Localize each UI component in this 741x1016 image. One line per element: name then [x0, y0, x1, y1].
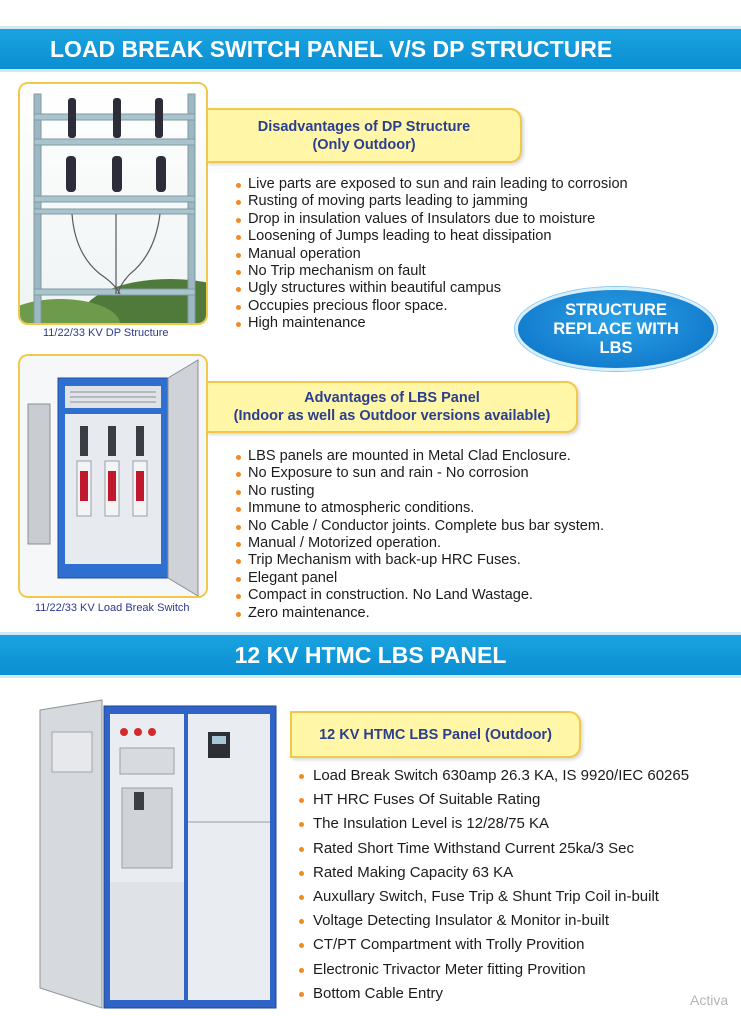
list-item: HT HRC Fuses Of Suitable Rating [297, 788, 689, 812]
callout-line: REPLACE WITH [553, 319, 679, 338]
lbs-panel-illustration [20, 356, 208, 598]
list-item: Manual / Motorized operation. [234, 535, 604, 552]
list-item: High maintenance [234, 315, 628, 332]
callout-line: LBS [599, 338, 633, 357]
list-item: Rated Making Capacity 63 KA [297, 861, 689, 885]
htmc-tag-title: 12 KV HTMC LBS Panel (Outdoor) [319, 726, 552, 743]
list-item: Rated Short Time Withstand Current 25ka/3 Sec [297, 837, 689, 861]
dp-structure-caption: 11/22/33 KV DP Structure [43, 327, 169, 339]
lbs-panel-photo [18, 354, 208, 598]
list-item: Immune to atmospheric conditions. [234, 500, 604, 517]
list-item: CT/PT Compartment with Trolly Provition [297, 933, 689, 957]
lbs-tag-title: Advantages of LBS Panel [304, 390, 480, 406]
lbs-advantages-list [234, 448, 604, 622]
list-item: Ugly structures within beautiful campus [234, 280, 628, 297]
htmc-tag [290, 711, 581, 758]
list-item: Manual operation [234, 246, 628, 263]
list-item: Compact in construction. No Land Wastage. [234, 587, 604, 604]
dp-structure-photo [18, 82, 208, 325]
replace-callout [515, 287, 717, 371]
list-item: Live parts are exposed to sun and rain leading to corrosion [234, 176, 628, 193]
list-item: Auxullary Switch, Fuse Trip & Shunt Trip Coil in-built [297, 885, 689, 909]
htmc-panel-illustration [38, 692, 278, 1010]
list-item: Voltage Detecting Insulator & Monitor in-built [297, 909, 689, 933]
dp-structure-illustration [20, 84, 208, 325]
list-item: Loosening of Jumps leading to heat dissipation [234, 228, 628, 245]
list-item: Occupies precious floor space. [234, 298, 628, 315]
list-item: Trip Mechanism with back-up HRC Fuses. [234, 552, 604, 569]
section-header-lbs-vs-dp [0, 26, 741, 72]
section-header-text: LOAD BREAK SWITCH PANEL V/S DP STRUCTURE [50, 35, 613, 62]
list-item: Rusting of moving parts leading to jamming [234, 193, 628, 210]
list-item: No rusting [234, 483, 604, 500]
lbs-panel-caption: 11/22/33 KV Load Break Switch [35, 602, 190, 614]
list-item: LBS panels are mounted in Metal Clad Enclosure. [234, 448, 604, 465]
dp-tag-subtitle: (Only Outdoor) [312, 136, 416, 153]
list-item: No Exposure to sun and rain - No corrosion [234, 465, 604, 482]
dp-tag-title: Disadvantages of DP Structure [257, 118, 471, 135]
list-item: Drop in insulation values of Insulators due to moisture [234, 211, 628, 228]
section-header-text: 12 KV HTMC LBS PANEL [234, 641, 507, 668]
list-item: Zero maintenance. [234, 605, 604, 622]
list-item: No Cable / Conductor joints. Complete bus bar system. [234, 518, 604, 535]
activation-watermark: Activa [690, 992, 729, 1008]
list-item: The Insulation Level is 12/28/75 KA [297, 812, 689, 836]
lbs-tag-subtitle: (Indoor as well as Outdoor versions available) [233, 408, 551, 424]
list-item: Electronic Trivactor Meter fitting Provition [297, 958, 689, 982]
callout-line: STRUCTURE [565, 300, 667, 319]
lbs-advantages-tag [206, 381, 578, 433]
list-item: Bottom Cable Entry [297, 982, 689, 1006]
section-header-htmc [0, 632, 741, 678]
dp-disadvantages-tag [206, 108, 522, 163]
list-item: Load Break Switch 630amp 26.3 KA, IS 9920/IEC 60265 [297, 764, 689, 788]
list-item: Elegant panel [234, 570, 604, 587]
list-item: No Trip mechanism on fault [234, 263, 628, 280]
htmc-features-list [297, 764, 689, 1006]
